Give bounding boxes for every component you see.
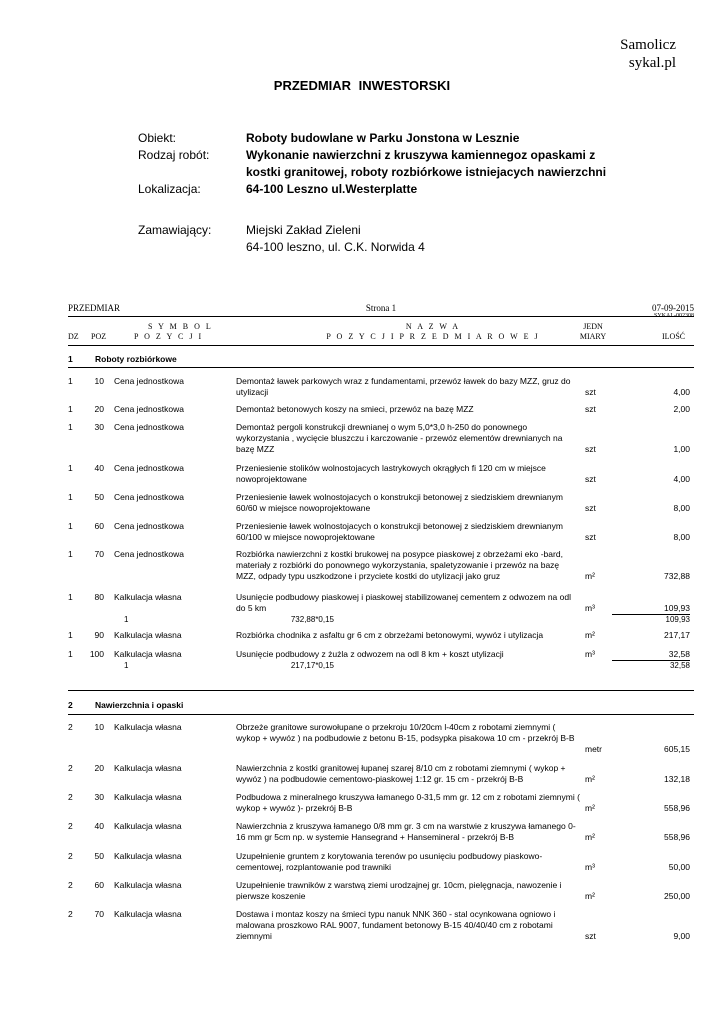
client-name: Miejski Zakład Zieleni (246, 223, 361, 237)
row-unit: szt (585, 532, 596, 542)
row-unit: m³ (585, 862, 595, 872)
row-description: Usunięcie podbudowy z żużla z odwozem na odl 8 km + koszt utylizacji (236, 649, 504, 659)
info-label: Obiekt: (138, 131, 177, 145)
row-poz: 70 (94, 549, 104, 559)
row-dz: 2 (68, 909, 73, 919)
row-description: Podbudowa z mineralnego kruszywa łamanego 0-31,5 mm gr. 12 cm z robotami ziemnymi ( wykop + wywóz )- przekrój B-B (236, 792, 580, 813)
row-poz: 50 (94, 492, 104, 502)
row-quantity: 732,88 (664, 571, 690, 581)
row-unit: szt (585, 404, 596, 414)
sub-count: 1 (124, 661, 129, 670)
info-value: Roboty budowlane w Parku Jonstona w Lesznie (246, 131, 520, 145)
row-symbol: Kalkulacja własna (114, 763, 182, 773)
row-quantity: 217,17 (664, 630, 690, 640)
sub-count: 1 (124, 615, 129, 624)
client-info (138, 222, 425, 256)
row-dz: 1 (68, 492, 73, 502)
col-jedn-line2: MIARY (579, 332, 607, 341)
col-dz: DZ (68, 332, 79, 341)
row-poz: 70 (94, 909, 104, 919)
row-unit: m² (585, 571, 595, 581)
client-address (246, 222, 425, 256)
row-symbol: Kalkulacja własna (114, 630, 182, 640)
divider (68, 714, 694, 715)
col-jedn-line1: JEDN (583, 322, 603, 331)
row-unit: metr (585, 744, 602, 754)
row-description: Przeniesienie stolików wolnostojacych lastrykowych okrągłych fi 120 cm w miejsce nowoprojektowane (236, 463, 546, 484)
row-quantity: 1,00 (673, 444, 690, 454)
row-symbol: Cena jednostkowa (114, 549, 184, 559)
col-symbol-line1: S Y M B O L (148, 322, 213, 331)
row-poz: 50 (94, 851, 104, 861)
page-number: Strona 1 (365, 303, 397, 313)
row-unit: m³ (585, 603, 595, 613)
row-quantity: 2,00 (673, 404, 690, 414)
col-poz: POZ (91, 332, 107, 341)
row-symbol: Kalkulacja własna (114, 821, 182, 831)
info-label: Rodzaj robót: (138, 148, 210, 162)
row-quantity: 8,00 (673, 503, 690, 513)
row-unit: m² (585, 832, 595, 842)
col-ilosc: ILOŚĆ (662, 332, 686, 341)
row-description: Usunięcie podbudowy piaskowej i piaskowej stabilizowanej cementem z odwozem na odl do 5 km (236, 592, 571, 613)
row-symbol: Kalkulacja własna (114, 649, 182, 659)
row-dz: 1 (68, 649, 73, 659)
row-quantity: 605,15 (664, 744, 690, 754)
row-quantity: 558,96 (664, 803, 690, 813)
info-value: 64-100 Leszno ul.Westerplatte (246, 182, 418, 196)
row-poz: 10 (94, 376, 104, 386)
logo-line1: Samolicz (620, 37, 676, 53)
row-dz: 1 (68, 376, 73, 386)
meta-code: SYKAL-002308 (654, 313, 694, 319)
row-symbol: Cena jednostkowa (114, 404, 184, 414)
row-symbol: Cena jednostkowa (114, 521, 184, 531)
row-symbol: Kalkulacja własna (114, 722, 182, 732)
section-title: Roboty rozbiórkowe (95, 354, 177, 364)
row-dz: 1 (68, 422, 73, 432)
row-dz: 2 (68, 880, 73, 890)
row-poz: 30 (94, 792, 104, 802)
info-value: Wykonanie nawierzchni z kruszywa kamiennegoz opaskami z kostki granitowej, roboty rozbiórkowe istniejacych nawierzchni (246, 148, 607, 179)
meta-date: 07-09-2015 (652, 303, 694, 313)
row-dz: 1 (68, 630, 73, 640)
divider (68, 345, 694, 346)
info-row-lokalizacja (138, 181, 616, 198)
divider (68, 316, 694, 317)
info-row-obiekt (138, 130, 616, 147)
project-info (138, 130, 616, 198)
col-nazwa-line2: P O Z Y C J I P R Z E D M I A R O W E J (326, 332, 540, 341)
row-unit: szt (585, 931, 596, 941)
row-symbol: Cena jednostkowa (114, 492, 184, 502)
row-description: Przeniesienie ławek wolnostojacych o konstrukcji betonowej z siedziskiem drewnianym 60/100 w miejsce nowoprojektowane (236, 521, 563, 542)
row-poz: 60 (94, 521, 104, 531)
row-poz: 30 (94, 422, 104, 432)
row-description: Uzupełnienie gruntem z korytowania terenów po usunięciu podbudowy piaskowo-cementowej, rozplantowanie pod trawniki (236, 851, 543, 872)
row-poz: 40 (94, 463, 104, 473)
row-unit: m³ (585, 649, 595, 659)
row-symbol: Cena jednostkowa (114, 463, 184, 473)
section-number: 1 (68, 354, 73, 364)
document-title: PRZEDMIAR INWESTORSKI (273, 78, 451, 93)
row-unit: m² (585, 630, 595, 640)
client-label: Zamawiający: (138, 223, 212, 237)
row-unit: m² (585, 774, 595, 784)
row-poz: 60 (94, 880, 104, 890)
row-quantity: 132,18 (664, 774, 690, 784)
row-dz: 2 (68, 722, 73, 732)
sub-formula: 217,17*0,15 (290, 661, 334, 670)
sub-formula: 732,88*0,15 (290, 615, 334, 624)
meta-doc-type: PRZEDMIAR (68, 303, 121, 313)
row-symbol: Kalkulacja własna (114, 909, 182, 919)
row-quantity: 50,00 (668, 862, 690, 872)
row-poz: 100 (89, 649, 104, 659)
row-unit: szt (585, 503, 596, 513)
col-jedn (578, 322, 608, 342)
divider (68, 690, 694, 691)
row-quantity: 4,00 (673, 387, 690, 397)
col-symbol-line2: P O Z Y C J I (134, 332, 204, 341)
row-symbol: Kalkulacja własna (114, 851, 182, 861)
divider (68, 367, 694, 368)
row-description: Nawierzchnia z kruszywa łamanego 0/8 mm gr. 3 cm na warstwie z kruszywa łamanego 0-16 mm gr 5cm np. w systemie Hansegrand + Hansemineral - przekrój B-B (236, 821, 576, 842)
row-quantity: 32,58 (668, 649, 690, 659)
col-symbol (134, 322, 213, 342)
row-dz: 1 (68, 592, 73, 602)
section-title: Nawierzchnia i opaski (95, 700, 184, 710)
row-description: Demontaż ławek parkowych wraz z fundamentami, przewóz ławek do bazy MZZ, gruz do utylizacji (236, 376, 571, 397)
logo (620, 36, 676, 72)
row-dz: 1 (68, 549, 73, 559)
row-unit: m² (585, 803, 595, 813)
row-description: Dostawa i montaz koszy na śmieci typu nanuk NNK 360 - stal ocynkowana ogniowo i malowana proszkowo RAL 9007, fundament betonowy B-15 40/40/40 cm z robotami ziemnymi (236, 909, 556, 941)
logo-line2: sykal.pl (628, 55, 676, 71)
row-poz: 80 (94, 592, 104, 602)
row-dz: 2 (68, 821, 73, 831)
row-quantity: 9,00 (673, 931, 690, 941)
row-dz: 1 (68, 463, 73, 473)
row-description: Rozbiórka nawierzchni z kostki brukowej na posypce piaskowej z obrzeżami eko -bard, materiały z rozbiórki do ponownego wykorzystania, spaletyzowanie i przewóz na bazę MZZ, odpady typu uszkodzone i przyciete kostki do utylizacji jako gruz (236, 549, 563, 581)
row-poz: 20 (94, 763, 104, 773)
row-poz: 20 (94, 404, 104, 414)
row-symbol: Kalkulacja własna (114, 592, 182, 602)
row-poz: 90 (94, 630, 104, 640)
row-quantity: 109,93 (664, 603, 690, 613)
sub-value: 109,93 (665, 615, 690, 624)
row-description: Uzupełnienie trawników z warstwą ziemi urodzajnej gr. 10cm, pielęgnacja, nawozenie i pierwsze koszenie (236, 880, 562, 901)
row-unit: m² (585, 891, 595, 901)
row-dz: 1 (68, 404, 73, 414)
col-nazwa (318, 322, 548, 342)
row-dz: 2 (68, 792, 73, 802)
client-street: 64-100 leszno, ul. C.K. Norwida 4 (246, 240, 425, 254)
row-quantity: 250,00 (664, 891, 690, 901)
row-symbol: Cena jednostkowa (114, 422, 184, 432)
row-symbol: Kalkulacja własna (114, 880, 182, 890)
row-poz: 10 (94, 722, 104, 732)
row-description: Demontaż betonowych koszy na smieci, przewóz na bazę MZZ (236, 404, 474, 414)
row-description: Nawierzchnia z kostki granitowej łupanej szarej 8/10 cm z robotami ziemnymi ( wykop + wywóz ) na podbudowie cementowo-piaskowej 1:12 gr. 15 cm - przekrój B-B (236, 763, 566, 784)
row-unit: szt (585, 387, 596, 397)
row-quantity: 558,96 (664, 832, 690, 842)
row-dz: 2 (68, 851, 73, 861)
section-number: 2 (68, 700, 73, 710)
row-description: Demontaż pergoli konstrukcji drewnianej o wym 5,0*3,0 h-250 do ponownego wykorzystania , wycięcie bluszczu i karczowanie - przewóz elementów drewnianych na bazę MZZ (236, 422, 563, 454)
row-quantity: 4,00 (673, 474, 690, 484)
row-symbol: Kalkulacja własna (114, 792, 182, 802)
sub-value: 32,58 (669, 661, 690, 670)
col-nazwa-line1: N A Z W A (405, 322, 461, 331)
row-unit: szt (585, 474, 596, 484)
row-dz: 2 (68, 763, 73, 773)
row-description: Przeniesienie ławek wolnostojacych o konstrukcji betonowej z siedziskiem drewnianym 60/60 w miejsce nowoprojektowane (236, 492, 563, 513)
row-symbol: Cena jednostkowa (114, 376, 184, 386)
row-dz: 1 (68, 521, 73, 531)
row-description: Obrzeże granitowe surowołupane o przekroju 10/20cm l-40cm z robotami ziemnymi ( wykop + wywóz ) na podbudowie z betonu B-15, podsypka pisakowa 10 cm - przekrój B-B (236, 722, 575, 743)
row-poz: 40 (94, 821, 104, 831)
info-row-rodzaj (138, 147, 616, 181)
info-label: Lokalizacja: (138, 182, 201, 196)
row-unit: szt (585, 444, 596, 454)
row-description: Rozbiórka chodnika z asfaltu gr 6 cm z obrzeżami betonowymi, wywóz i utylizacja (236, 630, 544, 640)
row-quantity: 8,00 (673, 532, 690, 542)
client-row (138, 222, 425, 256)
